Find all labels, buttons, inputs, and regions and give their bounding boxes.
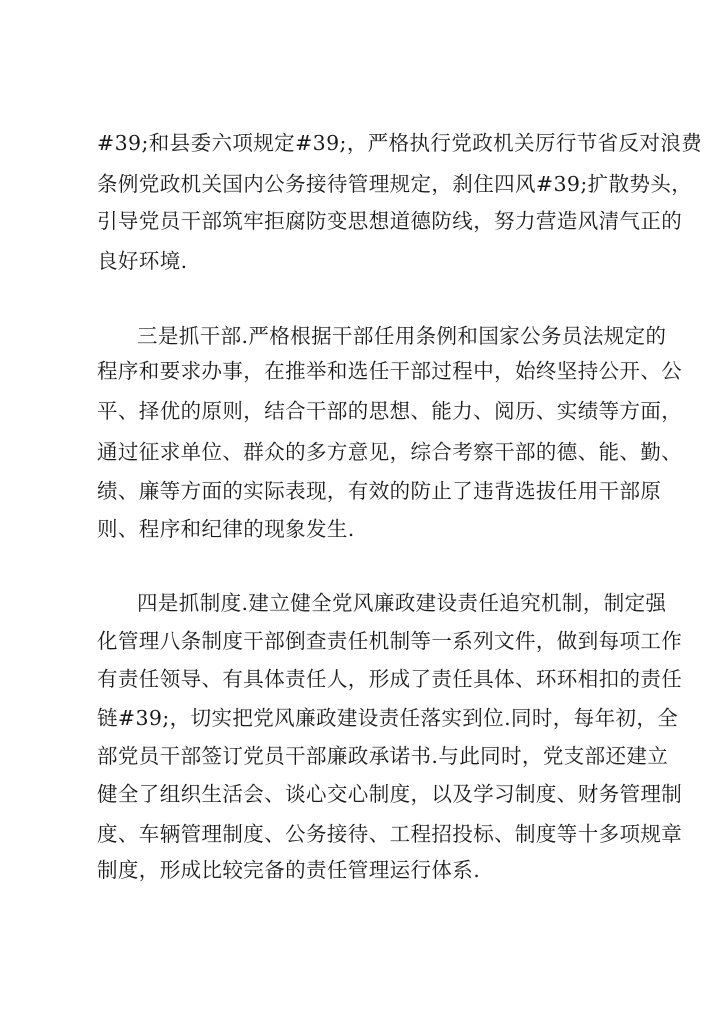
text-line: 平、择优的原则，结合干部的思想、能力、阅历、实绩等方面， <box>97 399 683 423</box>
text-line: 引导党员干部筑牢拒腐防变思想道德防线，努力营造风清气正的 <box>97 209 683 233</box>
text-line: 良好环境. <box>97 249 188 273</box>
text-line: 链#39;，切实把党风廉政建设责任落实到位.同时，每年初，全 <box>97 706 679 730</box>
text-line: 则、程序和纪律的现象发生. <box>97 517 355 541</box>
text-line: 通过征求单位、群众的多方意见，综合考察干部的德、能、勤、 <box>97 440 683 464</box>
text-line: 条例党政机关国内公务接待管理规定，刹住四风#39;扩散势头， <box>97 172 693 196</box>
text-line: 度、车辆管理制度、公务接待、工程招投标、制度等十多项规章 <box>97 822 683 846</box>
text-line: 程序和要求办事，在推举和选任干部过程中，始终坚持公开、公 <box>97 359 683 383</box>
text-line: 三是抓干部.严格根据干部任用条例和国家公务员法规定的 <box>137 324 667 348</box>
text-line: 健全了组织生活会、谈心交心制度，以及学习制度、财务管理制 <box>97 782 683 806</box>
text-line: 绩、廉等方面的实际表现，有效的防止了违背选拔任用干部原 <box>97 479 662 503</box>
text-line: 部党员干部签订党员干部廉政承诺书.与此同时，党支部还建立 <box>97 744 669 768</box>
text-line: 有责任领导、有具体责任人，形成了责任具体、环环相扣的责任 <box>97 667 683 691</box>
text-line: 化管理八条制度干部倒查责任机制等一系列文件，做到每项工作 <box>97 629 683 653</box>
text-line: 制度，形成比较完备的责任管理运行体系. <box>97 858 481 882</box>
text-line: 四是抓制度.建立健全党风廉政建设责任追究机制，制定强 <box>137 591 667 615</box>
text-line: #39;和县委六项规定#39;，严格执行党政机关厉行节省反对浪费 <box>97 131 703 155</box>
